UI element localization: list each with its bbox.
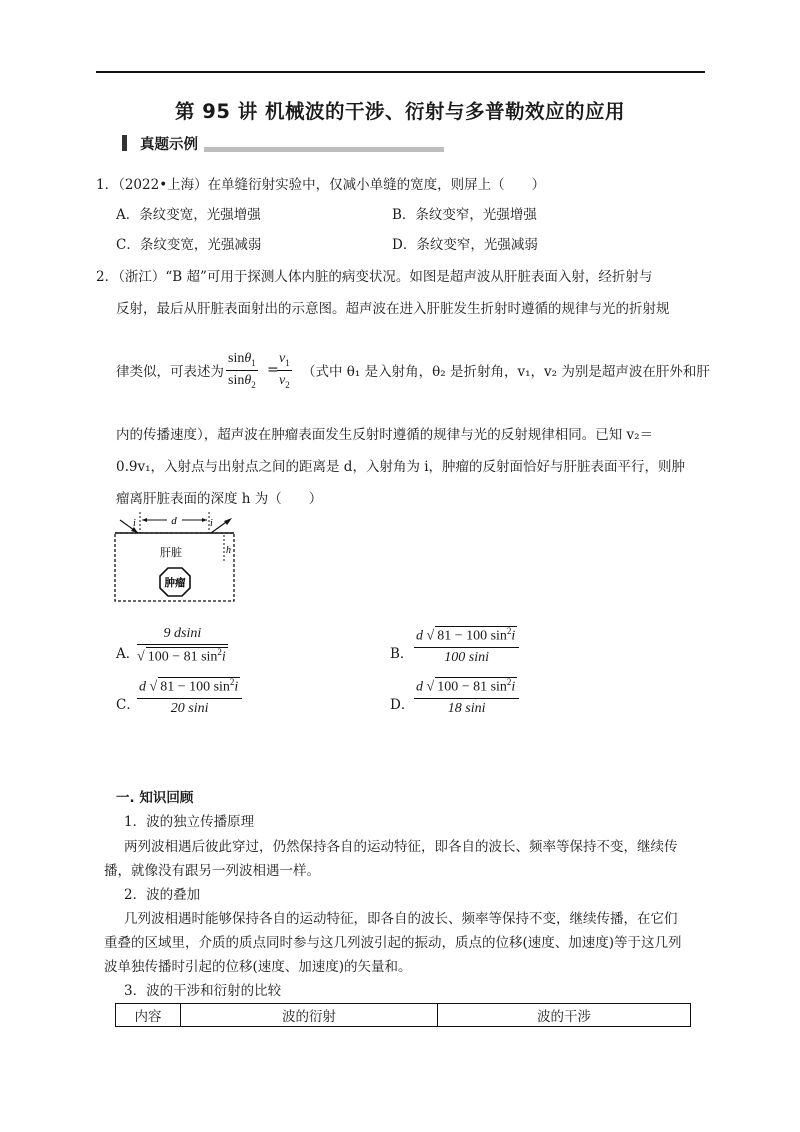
velocity-symbol: v	[279, 351, 286, 366]
q2-line4: 内的传播速度），超声波在肿瘤表面发生反射时遵循的规律与光的反射规律相同。已知 v₂＝	[116, 427, 654, 443]
angle-i: i	[511, 679, 516, 695]
q2-option-a-formula: $\frac{9 dsini}{√ 100 - 81 \sin^2i}$	[137, 626, 226, 665]
page-title: 第 95 讲 机械波的干涉、衍射与多普勒效应的应用	[174, 100, 625, 123]
option-a-numerator: 9 dsini	[137, 626, 228, 645]
q2-option-a-label: A．	[116, 646, 140, 662]
q2-option-c-formula: $\frac{d √ 81 - 100 \sin^2i}{20 \sin i}$	[137, 677, 242, 717]
angle-i: i	[511, 628, 516, 644]
knowledge-s1-title: 1．波的独立传播原理	[124, 814, 255, 830]
liver-diagram	[112, 510, 242, 606]
knowledge-heading: 一. 知识回顾	[116, 790, 194, 806]
sin-text: sin	[228, 372, 245, 388]
q2-line1: 2．（浙江）“B 超”可用于探测人体内脏的病变状况。如图是超声波从肝脏表面入射，经折射与	[96, 269, 653, 285]
option-b-radicand: 81 − 100 sin	[437, 628, 507, 644]
knowledge-s2-line3: 波单独传播时引起的位移(速度、加速度)的矢量和。	[104, 959, 412, 975]
q1-option-b: B．条纹变窄，光强增强	[392, 207, 537, 223]
angle-i: i	[234, 679, 239, 695]
table-header-cell: 波的干涉	[438, 1004, 691, 1027]
tumor-label: 肿瘤	[164, 577, 186, 589]
q1-option-a: A．条纹变宽，光强增强	[116, 207, 261, 223]
sin-text: sin	[228, 351, 245, 366]
liver-label: 肝脏	[160, 546, 182, 559]
square-exponent: 2	[217, 647, 222, 657]
velocity-sub: 1	[285, 357, 290, 368]
square-exponent: 2	[506, 677, 512, 687]
comparison-table	[115, 1003, 691, 1027]
option-c-denominator: 20 sini	[170, 700, 209, 716]
q2-option-c-label: C．	[116, 697, 140, 713]
knowledge-s2-title: 2．波的叠加	[124, 887, 201, 903]
section-title: 真题示例	[140, 137, 198, 153]
exit-angle-label: i	[210, 518, 213, 529]
table-header-cell: 内容	[116, 1004, 181, 1027]
q2-option-b-formula: $\frac{d √ 81 - 100 \sin^2i}{100 \sin i}$	[414, 626, 519, 666]
knowledge-s1-line2: 播，就像没有跟另一列波相遇一样。	[104, 863, 320, 879]
q1-option-d: D．条纹变窄，光强减弱	[392, 237, 538, 253]
option-c-d: d	[139, 679, 146, 695]
velocity-symbol: v	[279, 372, 286, 388]
equals-sign: =	[267, 362, 279, 378]
q1-option-c: C．条纹变宽，光强减弱	[116, 237, 262, 253]
section-underline	[204, 147, 444, 152]
distance-arrowhead-left	[142, 518, 147, 522]
velocity-sub: 2	[285, 379, 290, 390]
theta-symbol: θ	[244, 351, 252, 366]
incident-angle-label: i	[133, 518, 136, 529]
option-a-radicand: 100 − 81 sin	[147, 649, 218, 665]
top-rule	[96, 71, 705, 73]
table-header-row	[116, 1004, 691, 1027]
q2-line5: 0.9v₁，入射点与出射点之间的距离是 d，入射角为 i，肿瘤的反射面恰好与肝脏表面平行，则肿	[116, 459, 686, 475]
theta-symbol: θ	[244, 372, 252, 388]
square-exponent: 2	[229, 677, 235, 687]
knowledge-s2-line2: 重叠的区域里，介质的质点同时参与这几列波引起的振动，质点的位移(速度、加速度)等于这几列	[104, 935, 682, 951]
option-b-denominator: 100 sini	[444, 649, 490, 665]
distance-label: d	[171, 515, 177, 527]
option-d-radicand: 100 − 81 sin	[437, 679, 507, 695]
q2-line2: 反射，最后从肝脏表面射出的示意图。超声波在进入肝脏发生折射时遵循的规律与光的折射规	[116, 301, 670, 317]
q2-line3-post: （式中 θ₁ 是入射角，θ₂ 是折射角，v₁，v₂ 为别是超声波在肝外和肝	[302, 364, 710, 380]
knowledge-s2-line1: 几列波相遇时能够保持各自的运动特征，即各自的波长、频率等保持不变，继续传播，在它们	[124, 911, 678, 927]
snell-fraction	[226, 351, 258, 390]
theta-sub: 1	[251, 357, 256, 368]
velocity-fraction	[277, 351, 292, 390]
q2-line3-pre: 律类似，可表述为	[116, 364, 224, 380]
q2-line6: 瘤离肝脏表面的深度 h 为（ ）	[116, 491, 323, 507]
square-exponent: 2	[506, 626, 512, 636]
theta-sub: 2	[251, 379, 256, 390]
option-b-d: d	[416, 628, 423, 644]
q2-option-d-formula: $\frac{d √ 100 - 81 \sin^2i}{18 \sin i}$	[414, 677, 519, 717]
q2-option-d-label: D．	[390, 697, 415, 713]
table-header-cell: 波的衍射	[181, 1004, 438, 1027]
q2-option-b-label: B．	[390, 646, 414, 662]
exit-arrowhead	[224, 518, 232, 525]
option-d-denominator: 18 sini	[447, 700, 486, 716]
section-marker	[122, 135, 127, 151]
angle-i: i	[221, 649, 226, 665]
option-c-radicand: 81 − 100 sin	[160, 679, 230, 695]
depth-label: h	[226, 545, 231, 556]
q1-stem: 1．（2022•上海）在单缝衍射实验中，仅减小单缝的宽度，则屏上（ ）	[96, 177, 546, 193]
distance-arrowhead-right	[202, 518, 207, 522]
knowledge-s1-line1: 两列波相遇后彼此穿过，仍然保持各自的运动特征，即各自的波长、频率等保持不变，继续传	[124, 839, 678, 855]
knowledge-s3-title: 3．波的干涉和衍射的比较	[124, 983, 282, 999]
option-d-d: d	[416, 679, 423, 695]
